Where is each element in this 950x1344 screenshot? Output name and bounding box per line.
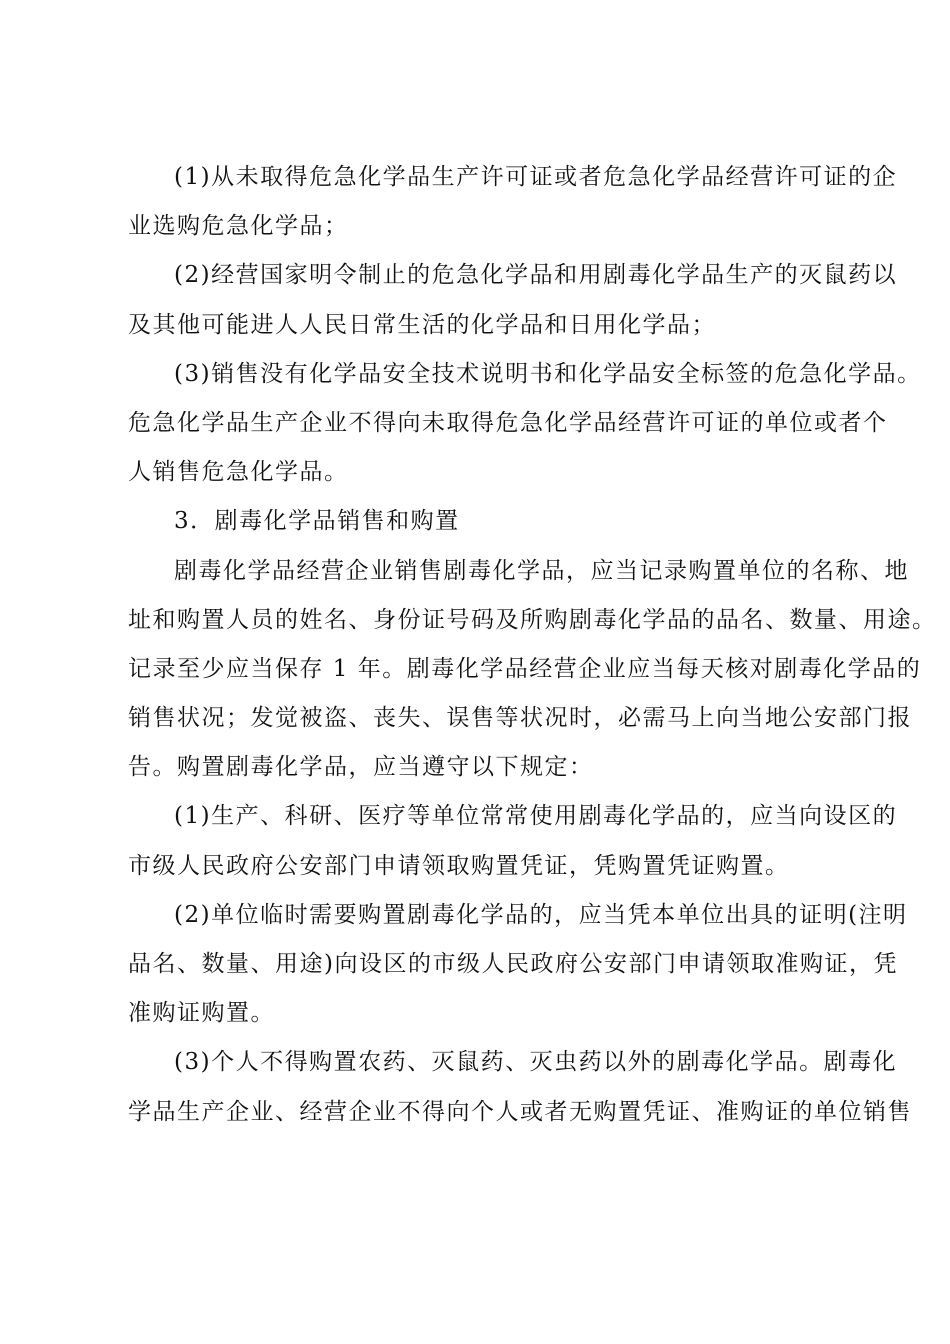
text-line: (3)个人不得购置农药、灭鼠药、灭虫药以外的剧毒化学品。剧毒化: [174, 1049, 898, 1076]
text-line: 人销售危急化学品。: [128, 459, 349, 486]
text-line: 销售状况；发觉被盗、丧失、误售等状况时，必需马上向当地公安部门报: [128, 705, 912, 732]
text-line: 品名、数量、用途)向设区的市级人民政府公安部门申请领取准购证，凭: [128, 951, 898, 977]
text-line: (1)从未取得危急化学品生产许可证或者危急化学品经营许可证的企: [174, 164, 898, 190]
text-line: 危急化学品生产企业不得向未取得危急化学品经营许可证的单位或者个: [128, 409, 888, 436]
text-line: 市级人民政府公安部门申请领取购置凭证，凭购置凭证购置。: [128, 852, 790, 879]
text-line: 记录至少应当保存 1 年。剧毒化学品经营企业应当每天核对剧毒化学品的: [128, 655, 922, 682]
text-line: 剧毒化学品经营企业销售剧毒化学品，应当记录购置单位的名称、地: [174, 557, 909, 584]
text-line: (3)销售没有化学品安全技术说明书和化学品安全标签的危急化学品。: [174, 360, 922, 387]
text-line: 址和购置人员的姓名、身份证号码及所购剧毒化学品的品名、数量、用途。: [128, 606, 937, 633]
text-line: 3．剧毒化学品销售和购置: [174, 508, 460, 535]
text-line: (2)单位临时需要购置剧毒化学品的，应当凭本单位出具的证明(注明: [174, 901, 908, 928]
text-line: (2)经营国家明令制止的危急化学品和用剧毒化学品生产的灭鼠药以: [174, 262, 898, 289]
text-line: 业选购危急化学品；: [128, 213, 349, 240]
document-page: [128, 153, 937, 1137]
text-line: 告。购置剧毒化学品，应当遵守以下规定：: [128, 754, 594, 781]
text-line: 及其他可能进人人民日常生活的化学品和日用化学品；: [128, 311, 716, 338]
text-line: (1)生产、科研、医疗等单位常常使用剧毒化学品的，应当向设区的: [174, 803, 898, 830]
text-line: 准购证购置。: [128, 1000, 275, 1027]
text-line: 学品生产企业、经营企业不得向个人或者无购置凭证、准购证的单位销售: [128, 1098, 912, 1125]
document-body: [128, 153, 937, 1137]
